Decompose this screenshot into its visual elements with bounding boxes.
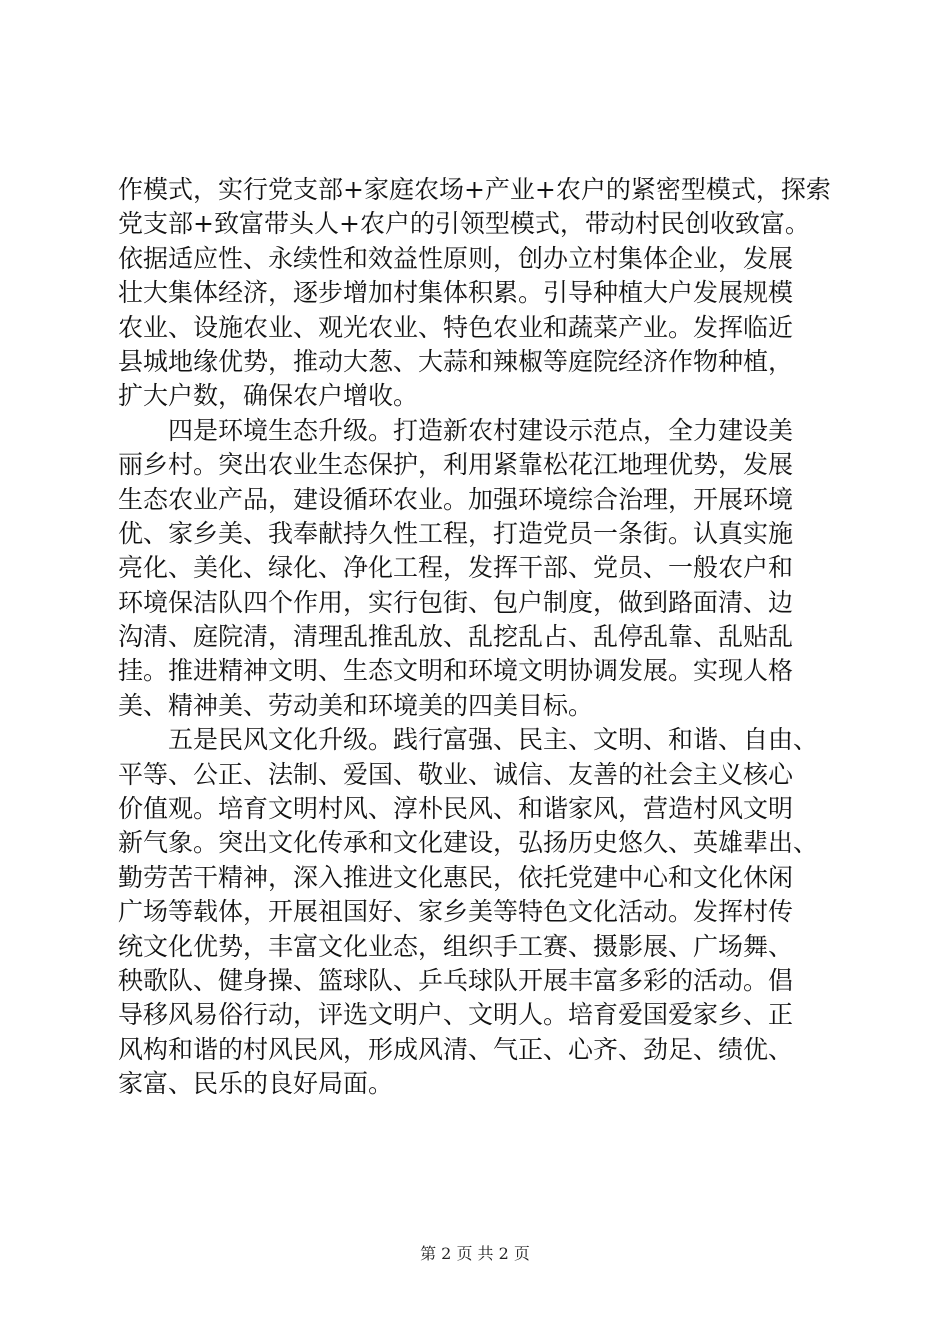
text-line: 农业、设施农业、观光农业、特色农业和蔬菜产业。发挥临近 [118,312,794,342]
text-line: 广场等载体，开展祖国好、家乡美等特色文化活动。发挥村传 [118,897,794,927]
paragraph-culture-upgrade [118,723,838,1101]
text-line: 新气象。突出文化传承和文化建设，弘扬历史悠久、英雄辈出、 [118,828,819,858]
page-number-label: 第 2 页 共 2 页 [420,1244,530,1263]
page-footer [0,1244,950,1264]
text-line: 勤劳苦干精神，深入推进文化惠民，依托党建中心和文化休闲 [118,862,794,892]
document-body [118,173,838,1102]
text-line: 优、家乡美、我奉献持久性工程，打造党员一条街。认真实施 [118,518,794,548]
text-line: 作模式，实行党支部+家庭农场+产业+农户的紧密型模式，探索 [118,175,831,204]
text-line: 县城地缘优势，推动大葱、大蒜和辣椒等庭院经济作物种植， [118,346,794,376]
text-line: 导移风易俗行动，评选文明户、文明人。培育爱国爱家乡、正 [118,1000,794,1030]
paragraph-environment-upgrade [118,414,838,724]
text-line: 扩大户数，确保农户增收。 [118,381,419,411]
text-line: 四是环境生态升级。打造新农村建设示范点，全力建设美 [118,415,794,445]
text-line: 美、精神美、劳动美和环境美的四美目标。 [118,690,594,720]
text-line: 家富、民乐的良好局面。 [118,1069,394,1099]
text-line: 生态农业产品，建设循环农业。加强环境综合治理，开展环境 [118,484,794,514]
text-line: 五是民风文化升级。践行富强、民主、文明、和谐、自由、 [118,725,819,755]
text-line: 党支部+致富带头人+农户的引领型模式，带动村民创收致富。 [118,209,810,239]
text-line: 平等、公正、法制、爱国、敬业、诚信、友善的社会主义核心 [118,759,794,789]
text-line: 亮化、美化、绿化、净化工程，发挥干部、党员、一般农户和 [118,553,794,583]
text-line: 统文化优势，丰富文化业态，组织手工赛、摄影展、广场舞、 [118,931,794,961]
text-line: 沟清、庭院清，清理乱推乱放、乱挖乱占、乱停乱靠、乱贴乱 [118,622,794,652]
text-line: 秧歌队、健身操、篮球队、乒乓球队开展丰富多彩的活动。倡 [118,965,794,995]
text-line: 挂。推进精神文明、生态文明和环境文明协调发展。实现人格 [118,656,794,686]
text-line: 壮大集体经济，逐步增加村集体积累。引导种植大户发展规模 [118,278,794,308]
text-line: 依据适应性、永续性和效益性原则，创办立村集体企业，发展 [118,243,794,273]
text-line: 丽乡村。突出农业生态保护，利用紧靠松花江地理优势，发展 [118,450,794,480]
text-line: 风构和谐的村风民风，形成风清、气正、心齐、劲足、绩优、 [118,1034,794,1064]
text-line: 环境保洁队四个作用，实行包街、包户制度，做到路面清、边 [118,587,794,617]
text-line: 价值观。培育文明村风、淳朴民风、和谐家风，营造村风文明 [118,794,794,824]
paragraph-continuation [118,173,838,414]
